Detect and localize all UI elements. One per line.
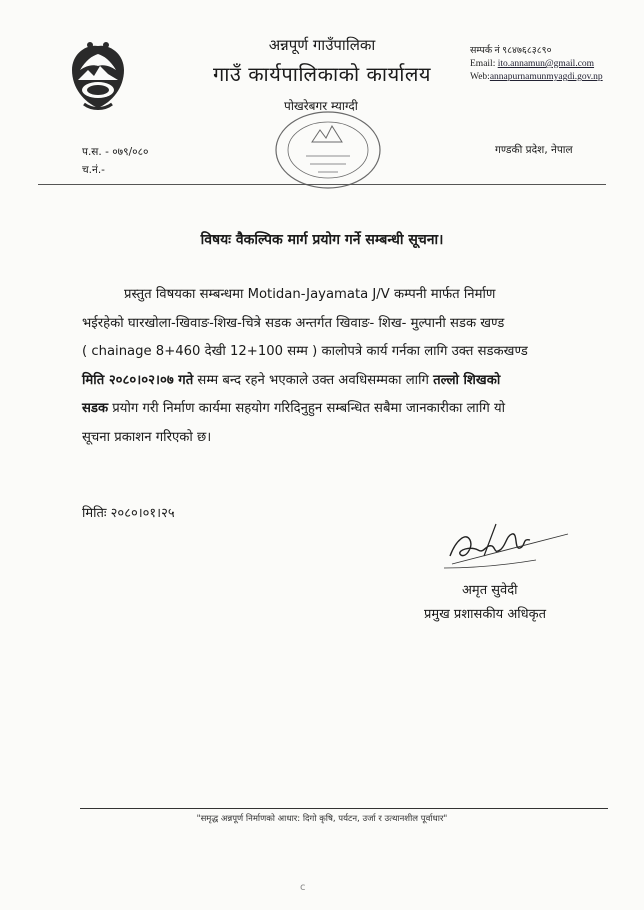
reference-number: प.स. - ०७९/०८०	[82, 146, 149, 158]
signatory-name: अमृत सुवेदी	[462, 583, 518, 598]
contact-block	[470, 45, 603, 84]
alternate-road-word: सडक	[82, 401, 109, 416]
notice-line-4-text: सम्म बन्द रहने भएकाले उक्त अवधिसम्मका लागि	[193, 372, 434, 388]
footer-tagline: "समृद्ध अन्नपूर्ण निर्माणको आधार: दिगो कृषि, पर्यटन, उर्जा र उत्थानशील पूर्वाधार"	[196, 814, 448, 824]
closure-date: मिति २०८०।०२।०७ गते	[82, 372, 194, 388]
dispatch-number: च.नं.-	[82, 164, 105, 176]
contact-phone: सम्पर्क नं ९८४७६८३८९०	[470, 46, 552, 56]
notice-line-3: ( chainage 8+460 देखी 12+100 सम्म ) कालोपत्रे कार्य गर्नका लागि उक्त सडकखण्ड	[82, 344, 528, 359]
web-label: Web:	[470, 72, 490, 82]
notice-subject: विषयः वैकल्पिक मार्ग प्रयोग गर्ने सम्बन्धी सूचना।	[200, 232, 444, 248]
org-name: अन्नपूर्ण गाउँपालिका	[268, 36, 376, 54]
notice-line-4	[82, 367, 608, 396]
signature-image	[440, 510, 570, 574]
notice-line-2: भईरहेको घारखोला-खिवाङ-शिख-चित्रे सडक अन्तर्गत खिवाङ- शिख- मुल्पानी सडक खण्ड	[82, 315, 505, 331]
notice-line-1: प्रस्तुत विषयका सम्बन्धमा Motidan-Jayamata J/V कम्पनी मार्फत निर्माण	[124, 287, 496, 302]
signatory-title: प्रमुख प्रशासकीय अधिकृत	[424, 607, 547, 622]
contact-email-row	[470, 58, 603, 71]
contact-web-row	[470, 71, 603, 84]
office-stamp-seal	[272, 108, 384, 192]
email-link[interactable]: ito.annamun@gmail.com	[497, 59, 595, 69]
alternate-road-name: तल्लो शिखको	[433, 372, 501, 388]
notice-line-5	[82, 395, 608, 424]
notice-body	[82, 281, 608, 452]
notice-line-5-text: प्रयोग गरी निर्माण कार्यमा सहयोग गरिदिनुहुन सम्बन्धित सबैमा जानकारीका लागि यो	[108, 401, 506, 416]
web-link[interactable]: annapurnamunmyagdi.gov.np	[489, 72, 603, 82]
paper-speck: c	[300, 882, 306, 893]
reference-block	[82, 143, 149, 179]
footer-divider	[80, 808, 608, 809]
header-divider	[38, 184, 606, 185]
office-location: पोखरेबगर म्याग्दी	[284, 99, 358, 113]
email-label: Email:	[470, 59, 496, 69]
notice-line-6: सूचना प्रकाशन गरिएको छ।	[82, 429, 212, 445]
office-name: गाउँ कार्यपालिकाको कार्यालय	[212, 62, 432, 86]
notice-date: मितिः २०८०।०१।२५	[82, 506, 175, 521]
province-label: गण्डकी प्रदेश, नेपाल	[495, 144, 573, 156]
